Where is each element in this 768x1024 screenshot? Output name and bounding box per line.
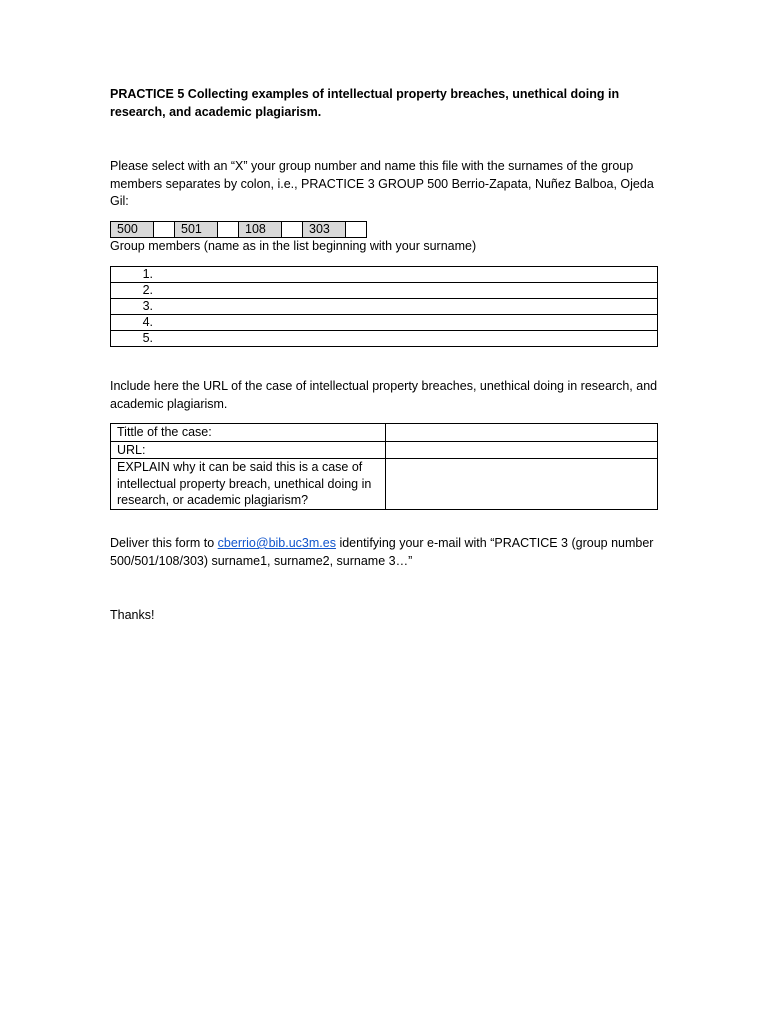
thanks-text: Thanks! xyxy=(110,608,155,622)
member-cell[interactable] xyxy=(111,315,658,331)
url-instructions-paragraph: Include here the URL of the case of intellectual property breaches, unethical doing in research, and academic plagiarism. xyxy=(110,379,658,411)
group-mark-cell[interactable] xyxy=(154,222,175,238)
member-number: 4. xyxy=(142,315,153,329)
group-number-cell: 303 xyxy=(303,222,346,238)
delivery-paragraph xyxy=(110,535,658,570)
delivery-prefix: Deliver this form to xyxy=(110,536,218,550)
member-number: 5. xyxy=(142,331,153,345)
group-members-label: Group members (name as in the list beginning with your surname) xyxy=(110,239,477,253)
group-selection-table xyxy=(110,221,367,238)
case-title-field[interactable] xyxy=(386,424,658,442)
member-cell[interactable] xyxy=(111,283,658,299)
document-title: PRACTICE 5 Collecting examples of intellectual property breaches, unethical doing in research, and academic plagiarism. xyxy=(110,87,620,119)
delivery-suffix: identifying your e-mail with “PRACTICE 3 (group number 500/501/108/303) surname1, surname2, surname 3…” xyxy=(110,536,654,568)
group-mark-cell[interactable] xyxy=(282,222,303,238)
group-number-cell: 108 xyxy=(239,222,282,238)
case-title-label: Tittle of the case: xyxy=(111,424,386,442)
table-row[interactable] xyxy=(111,283,658,299)
group-number-cell: 500 xyxy=(111,222,154,238)
case-explain-label: EXPLAIN why it can be said this is a case of intellectual property breach, unethical doing in research, or academic plagiarism? xyxy=(111,459,386,510)
case-url-field[interactable] xyxy=(386,441,658,459)
member-number: 3. xyxy=(142,299,153,313)
table-row[interactable] xyxy=(111,331,658,347)
table-row[interactable] xyxy=(111,299,658,315)
email-link[interactable]: cberrio@bib.uc3m.es xyxy=(217,536,336,550)
table-row xyxy=(111,459,658,510)
group-mark-cell[interactable] xyxy=(346,222,367,238)
case-explain-field[interactable] xyxy=(386,459,658,510)
table-row[interactable] xyxy=(111,315,658,331)
case-details-table xyxy=(110,423,658,510)
member-number: 1. xyxy=(142,267,153,281)
group-number-cell: 501 xyxy=(175,222,218,238)
member-cell[interactable] xyxy=(111,267,658,283)
group-members-table xyxy=(110,266,658,347)
group-mark-cell[interactable] xyxy=(218,222,239,238)
case-url-label: URL: xyxy=(111,441,386,459)
member-cell[interactable] xyxy=(111,299,658,315)
member-number: 2. xyxy=(142,283,153,297)
table-row xyxy=(111,424,658,442)
table-row[interactable] xyxy=(111,267,658,283)
instructions-paragraph: Please select with an “X” your group number and name this file with the surnames of the group members separates by colon, i.e., PRACTICE 3 GROUP 500 Berrio-Zapata, Nuñez Balboa, Ojeda Gil: xyxy=(110,159,654,208)
table-row xyxy=(111,441,658,459)
member-cell[interactable] xyxy=(111,331,658,347)
